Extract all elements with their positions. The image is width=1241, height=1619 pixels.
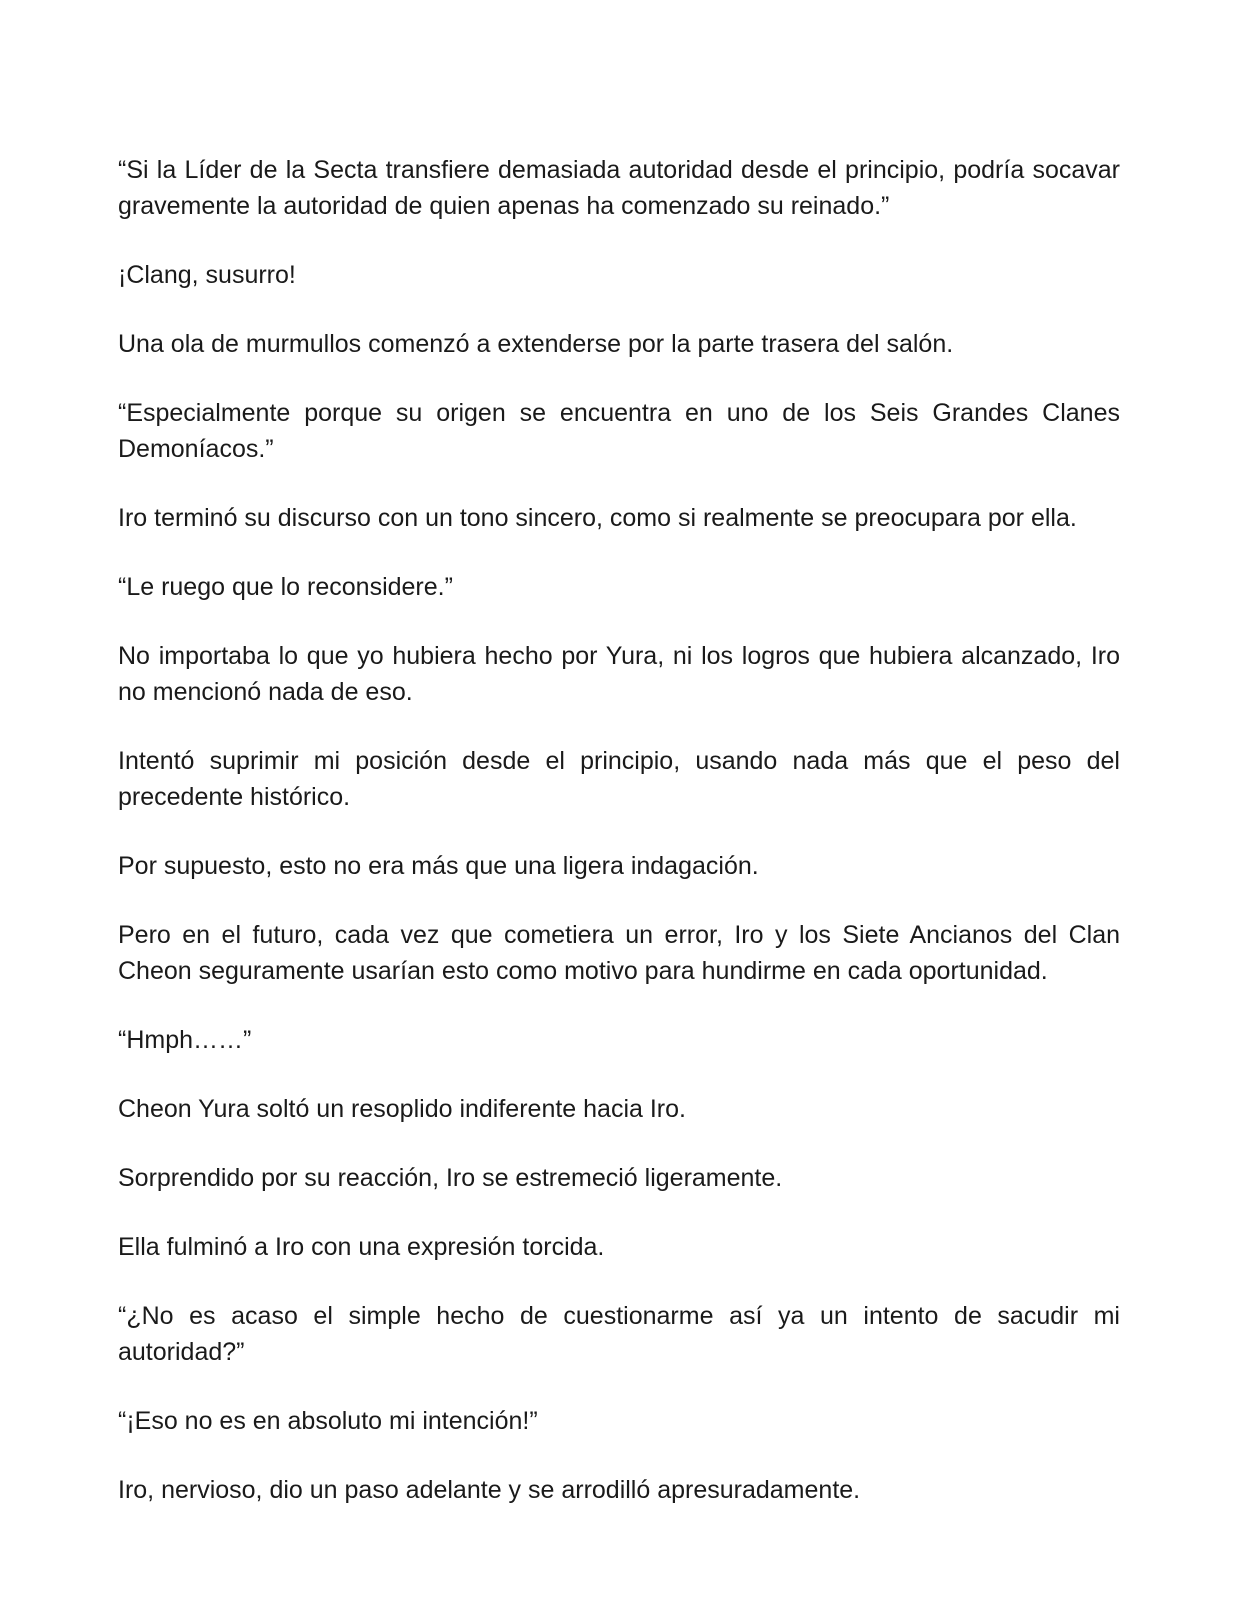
paragraph: “Le ruego que lo reconsidere.”: [118, 573, 453, 601]
paragraph: No importaba lo que yo hubiera hecho por Yura, ni los logros que hubiera alcanzado, Iro no mencionó nada de eso.: [118, 642, 1120, 706]
paragraph: ¡Clang, susurro!: [118, 261, 296, 289]
paragraph: “Hmph……”: [118, 1026, 252, 1054]
document-body: [118, 152, 1120, 1508]
paragraph: Por supuesto, esto no era más que una ligera indagación.: [118, 852, 759, 880]
paragraph: Una ola de murmullos comenzó a extenderse por la parte trasera del salón.: [118, 330, 954, 358]
paragraph: “¡Eso no es en absoluto mi intención!”: [118, 1407, 538, 1435]
paragraph: Intentó suprimir mi posición desde el principio, usando nada más que el peso del precedente histórico.: [118, 747, 1120, 811]
paragraph: Iro terminó su discurso con un tono sincero, como si realmente se preocupara por ella.: [118, 504, 1077, 532]
paragraph: “¿No es acaso el simple hecho de cuestionarme así ya un intento de sacudir mi autoridad?”: [118, 1302, 1120, 1366]
paragraph: Pero en el futuro, cada vez que cometiera un error, Iro y los Siete Ancianos del Clan Cheon seguramente usarían esto como motivo para hundirme en cada oportunidad.: [118, 921, 1120, 985]
paragraph: Iro, nervioso, dio un paso adelante y se arrodilló apresuradamente.: [118, 1476, 861, 1504]
paragraph: Cheon Yura soltó un resoplido indiferente hacia Iro.: [118, 1095, 686, 1123]
paragraph: “Si la Líder de la Secta transfiere demasiada autoridad desde el principio, podría socavar gravemente la autoridad de quien apenas ha comenzado su reinado.”: [118, 156, 1120, 220]
paragraph: “Especialmente porque su origen se encuentra en uno de los Seis Grandes Clanes Demoníacos.”: [118, 399, 1120, 463]
paragraph: Sorprendido por su reacción, Iro se estremeció ligeramente.: [118, 1164, 783, 1192]
paragraph: Ella fulminó a Iro con una expresión torcida.: [118, 1233, 605, 1261]
